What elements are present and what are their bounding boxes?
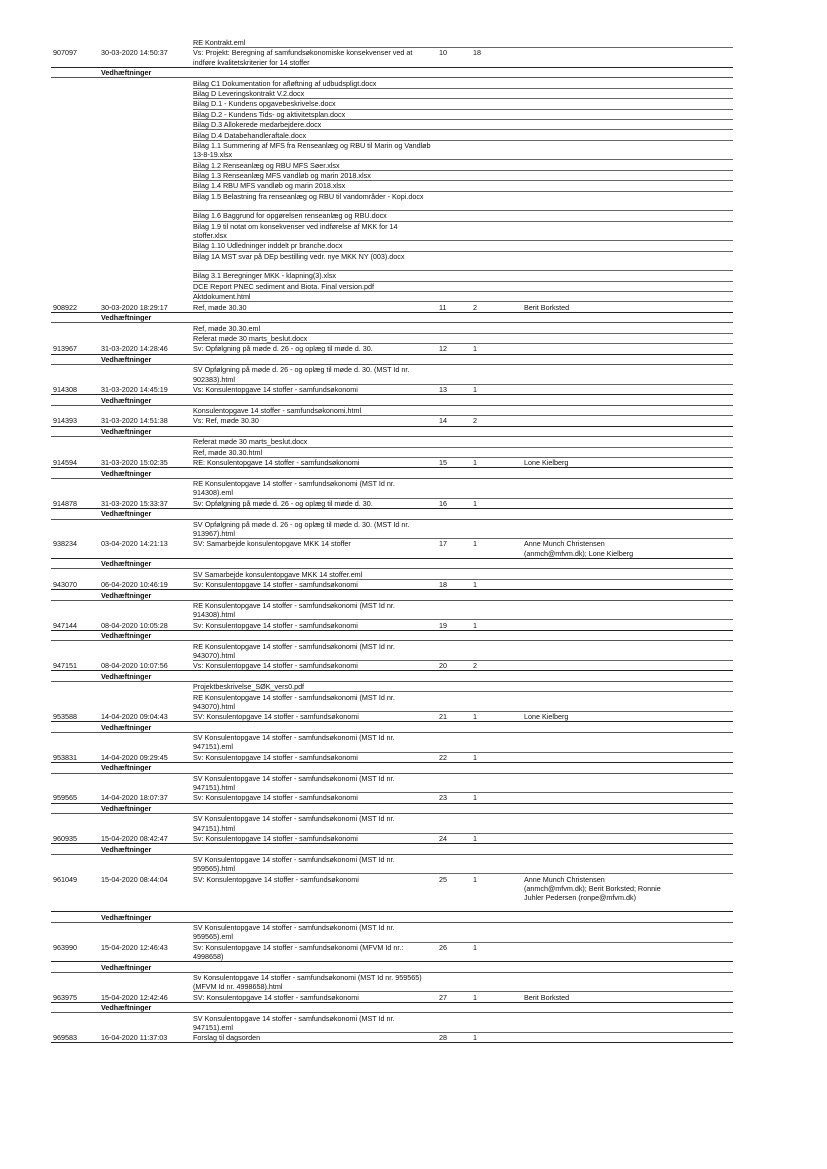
doc-number: 19 — [439, 620, 447, 630]
attachment-filename: SV Konsulentopgave 14 stoffer - samfundsøkonomi (MST Id nr. 947151).eml — [193, 733, 395, 752]
attachment-filename: Bilag 1.10 Udledninger inddelt pr branche.docx — [193, 241, 343, 251]
doc-count: 1 — [473, 385, 477, 394]
attachment-filename: RE Konsulentopgave 14 stoffer - samfundsøkonomi (MST Id nr. 914308).eml — [193, 479, 395, 498]
doc-date: 15-04-2020 08:42:47 — [101, 834, 168, 843]
doc-count: 1 — [473, 1033, 477, 1043]
attachments-label-row — [51, 913, 733, 923]
message-row — [51, 875, 733, 913]
attachment-row — [193, 693, 733, 712]
doc-number: 26 — [439, 942, 447, 952]
attachment-filename: Bilag 1.1 Summering af MFS fra Renseanlæg og RBU til Marin og Vandløb 13-8-19.xlsx — [193, 141, 431, 160]
doc-date: 14-04-2020 09:04:43 — [101, 712, 168, 722]
attachment-row — [193, 38, 733, 48]
doc-subject: Vs: Konsulentopgave 14 stoffer - samfundsøkonomi — [193, 661, 358, 671]
attachments-label-row — [51, 469, 733, 479]
attachment-filename: Projektbeskrivelse_SØK_vers0.pdf — [193, 682, 305, 692]
attachment-filename: SV Konsulentopgave 14 stoffer - samfundsøkonomi (MST Id nr. 947151).html — [193, 773, 395, 792]
doc-date: 31-03-2020 14:51:38 — [101, 416, 168, 426]
doc-date: 15-04-2020 12:46:43 — [101, 942, 168, 952]
doc-subject: Sv: Konsulentopgave 14 stoffer - samfundsøkonomi — [193, 580, 358, 589]
doc-date: 30-03-2020 18:29:17 — [101, 302, 168, 312]
attachment-filename: SV Konsulentopgave 14 stoffer - samfundsøkonomi (MST Id nr. 947151).eml — [193, 1013, 395, 1032]
attachment-filename: Bilag 1.3 Renseanlæg MFS vandløb og marin 2018.xlsx — [193, 171, 371, 180]
attachments-label: Vedhæftninger — [101, 804, 152, 813]
doc-count: 1 — [473, 344, 477, 354]
attachment-row — [193, 271, 733, 281]
message-row — [51, 621, 733, 631]
message-row — [51, 580, 733, 590]
doc-number: 10 — [439, 48, 447, 58]
attachment-filename: Bilag D.4 Databehandleraftale.docx — [193, 130, 307, 140]
doc-date: 31-03-2020 14:45:19 — [101, 385, 168, 394]
attachment-row — [193, 141, 733, 160]
attachment-filename: Bilag 1.9 til notat om konsekvenser ved indførelse af MKK for 14 stoffer.xlsx — [193, 221, 398, 240]
message-row — [51, 661, 733, 671]
attachment-row — [193, 1014, 733, 1033]
doc-id: 914308 — [53, 385, 77, 394]
attachment-filename: RE Kontrakt.eml — [193, 38, 246, 47]
doc-count: 18 — [473, 48, 481, 58]
doc-date: 03-04-2020 14:21:13 — [101, 539, 168, 549]
attachment-row — [193, 292, 733, 302]
attachment-row — [193, 131, 733, 141]
doc-number: 21 — [439, 712, 447, 722]
doc-number: 18 — [439, 580, 447, 589]
attachment-filename: Bilag 1A MST svar på DEp bestilling vedr. nye MKK NY (003).docx — [193, 251, 405, 261]
doc-subject: Sv: Konsulentopgave 14 stoffer - samfundsøkonomi — [193, 752, 358, 762]
attachments-label: Vedhæftninger — [101, 313, 152, 323]
attachment-filename: Ref, møde 30.30.html — [193, 447, 263, 457]
attachments-label: Vedhæftninger — [101, 468, 152, 478]
attachment-filename: SV Konsulentopgave 14 stoffer - samfundsøkonomi (MST Id nr. 959565).html — [193, 855, 395, 874]
attachment-filename: SV Opfølgning på møde d. 26 - og oplæg til møde d. 30. (MST Id nr. 902383).html — [193, 365, 410, 384]
attachment-filename: SV Konsulentopgave 14 stoffer - samfundsøkonomi (MST Id nr. 947151).html — [193, 814, 395, 833]
attachments-label-row — [51, 68, 733, 78]
doc-id: 943070 — [53, 580, 77, 589]
attachment-row — [193, 479, 733, 498]
message-row — [51, 834, 733, 844]
doc-id: 963990 — [53, 942, 77, 952]
doc-sender: Anne Munch Christensen (anmch@mfvm.dk); Lone Kielberg — [524, 539, 634, 558]
doc-count: 1 — [473, 942, 477, 952]
attachments-label: Vedhæftninger — [101, 590, 152, 600]
doc-id: 907097 — [53, 48, 77, 58]
attachment-row — [193, 241, 733, 251]
doc-sender: Anne Munch Christensen (anmch@mfvm.dk); Berit Borksted; Ronnie Juhler Pedersen (ronpe@mfvm.dk) — [524, 874, 661, 902]
attachments-label: Vedhæftninger — [101, 962, 152, 972]
attachment-row — [193, 520, 733, 539]
doc-date: 14-04-2020 09:29:45 — [101, 752, 168, 762]
message-row — [51, 943, 733, 962]
doc-id: 953588 — [53, 712, 77, 722]
doc-count: 1 — [473, 580, 477, 589]
attachments-label-row — [51, 963, 733, 973]
doc-date: 30-03-2020 14:50:37 — [101, 48, 168, 58]
doc-id: 960935 — [53, 834, 77, 843]
doc-subject: Sv: Konsulentopgave 14 stoffer - samfundsøkonomi (MFVM Id nr.: 4998658) — [193, 942, 404, 961]
doc-count: 2 — [473, 661, 477, 671]
attachments-label-row — [51, 1003, 733, 1013]
attachment-filename: RE Konsulentopgave 14 stoffer - samfundsøkonomi (MST Id nr. 914308).html — [193, 601, 395, 620]
message-row — [51, 385, 733, 395]
doc-date: 08-04-2020 10:05:28 — [101, 620, 168, 630]
attachments-label: Vedhæftninger — [101, 68, 152, 78]
message-row — [51, 1033, 733, 1043]
doc-subject: Vs: Konsulentopgave 14 stoffer - samfundsøkonomi — [193, 385, 358, 394]
message-row — [51, 753, 733, 763]
attachments-label-row — [51, 845, 733, 855]
attachments-label-row — [51, 723, 733, 733]
doc-count: 1 — [473, 834, 477, 843]
doc-number: 24 — [439, 834, 447, 843]
doc-number: 25 — [439, 874, 447, 884]
attachment-row — [193, 79, 733, 89]
doc-count: 1 — [473, 874, 477, 884]
attachment-filename: DCE Report PNEC sediment and Biota. Final version.pdf — [193, 281, 374, 291]
message-row — [51, 539, 733, 558]
attachment-row — [193, 365, 733, 384]
attachments-label-row — [51, 672, 733, 682]
attachment-filename: Konsulentopgave 14 stoffer - samfundsøkonomi.html — [193, 406, 362, 415]
attachment-row — [193, 211, 733, 221]
attachment-row — [193, 171, 733, 181]
attachments-label: Vedhæftninger — [101, 912, 152, 922]
doc-subject: RE: Konsulentopgave 14 stoffer - samfundsøkonomi — [193, 458, 360, 468]
doc-id: 959565 — [53, 793, 77, 803]
doc-number: 13 — [439, 385, 447, 394]
attachment-filename: SV Samarbejde konsulentopgave MKK 14 stoffer.eml — [193, 569, 363, 579]
doc-count: 2 — [473, 302, 477, 312]
attachments-label-row — [51, 804, 733, 814]
doc-subject: Sv: Opfølgning på møde d. 26 - og oplæg til møde d. 30. — [193, 344, 373, 354]
attachments-label-row — [51, 559, 733, 569]
attachment-row — [193, 252, 733, 271]
doc-subject: SV: Konsulentopgave 14 stoffer - samfundsøkonomi — [193, 874, 359, 884]
doc-number: 12 — [439, 344, 447, 354]
doc-sender: Lone Kielberg — [524, 458, 569, 468]
attachment-filename: Bilag D.2 - Kundens Tids- og aktivitetsplan.docx — [193, 109, 346, 119]
doc-number: 23 — [439, 793, 447, 803]
attachment-row — [193, 448, 733, 458]
attachments-label-row — [51, 355, 733, 365]
attachment-row — [193, 601, 733, 620]
attachments-label: Vedhæftninger — [101, 427, 152, 436]
attachment-filename: Bilag 1.4 RBU MFS vandløb og marin 2018.xlsx — [193, 181, 346, 191]
attachment-filename: Bilag D.3 Allokerede medarbejdere.docx — [193, 120, 322, 130]
attachments-label: Vedhæftninger — [101, 631, 152, 641]
attachments-label-row — [51, 427, 733, 437]
attachment-row — [193, 570, 733, 580]
attachments-label: Vedhæftninger — [101, 844, 152, 854]
message-row — [51, 458, 733, 468]
attachment-filename: Bilag 1.2 Renseanlæg og RBU MFS Søer.xlsx — [193, 160, 340, 170]
doc-id: 914878 — [53, 498, 77, 508]
doc-number: 14 — [439, 416, 447, 426]
doc-date: 14-04-2020 18:07:37 — [101, 793, 168, 803]
attachments-label: Vedhæftninger — [101, 355, 152, 364]
attachment-filename: RE Konsulentopgave 14 stoffer - samfundsøkonomi (MST Id nr. 943070).html — [193, 692, 395, 711]
doc-date: 06-04-2020 10:46:19 — [101, 580, 168, 589]
doc-subject: SV: Konsulentopgave 14 stoffer - samfundsøkonomi — [193, 992, 359, 1002]
message-row — [51, 303, 733, 313]
attachment-row — [193, 120, 733, 130]
attachment-row — [193, 99, 733, 109]
doc-id: 969583 — [53, 1033, 77, 1043]
doc-date: 31-03-2020 14:28:46 — [101, 344, 168, 354]
doc-count: 2 — [473, 416, 477, 426]
message-row — [51, 793, 733, 803]
doc-subject: Ref, møde 30.30 — [193, 302, 247, 312]
doc-number: 28 — [439, 1033, 447, 1043]
doc-count: 1 — [473, 992, 477, 1002]
message-row — [51, 416, 733, 426]
doc-number: 15 — [439, 458, 447, 468]
attachment-row — [193, 324, 733, 334]
attachment-row — [193, 437, 733, 447]
doc-count: 1 — [473, 712, 477, 722]
attachment-filename: SV Opfølgning på møde d. 26 - og oplæg til møde d. 30. (MST Id nr. 913967).html — [193, 519, 410, 538]
doc-id: 963975 — [53, 992, 77, 1002]
attachment-filename: Referat møde 30 marts_beslut.docx — [193, 334, 308, 343]
doc-number: 22 — [439, 752, 447, 762]
attachment-filename: Ref, møde 30.30.eml — [193, 323, 261, 333]
attachments-label: Vedhæftninger — [101, 671, 152, 681]
doc-number: 16 — [439, 498, 447, 508]
doc-subject: SV: Samarbejde konsulentopgave MKK 14 stoffer — [193, 539, 351, 549]
doc-number: 20 — [439, 661, 447, 671]
doc-number: 17 — [439, 539, 447, 549]
doc-id: 953831 — [53, 752, 77, 762]
doc-count: 1 — [473, 458, 477, 468]
attachment-row — [193, 192, 733, 211]
message-row — [51, 344, 733, 354]
doc-date: 16-04-2020 11:37:03 — [101, 1033, 168, 1043]
attachment-row — [193, 110, 733, 120]
attachment-row — [193, 89, 733, 99]
attachment-filename: SV Konsulentopgave 14 stoffer - samfundsøkonomi (MST Id nr. 959565).eml — [193, 923, 395, 942]
doc-date: 15-04-2020 08:44:04 — [101, 874, 168, 884]
attachments-label-row — [51, 396, 733, 406]
doc-subject: Vs: Projekt: Beregning af samfundsøkonomiske konsekvenser ved at indføre kvalitetskriterier for 14 stoffer — [193, 48, 413, 67]
doc-id: 914594 — [53, 458, 77, 468]
attachment-filename: Bilag 3.1 Beregninger MKK - klapning(3).xlsx — [193, 271, 337, 281]
attachment-filename: Aktdokument.html — [193, 292, 251, 302]
attachment-row — [193, 733, 733, 752]
attachment-row — [193, 642, 733, 661]
attachment-row — [193, 774, 733, 793]
attachment-filename: Bilag 1.6 Baggrund for opgørelsen renseanlæg og RBU.docx — [193, 211, 387, 221]
doc-number: 11 — [439, 302, 447, 312]
attachments-label-row — [51, 631, 733, 641]
attachments-label-row — [51, 591, 733, 601]
attachment-row — [193, 334, 733, 344]
attachment-row — [193, 161, 733, 171]
doc-count: 1 — [473, 539, 477, 549]
message-row — [51, 993, 733, 1003]
doc-id: 947151 — [53, 661, 77, 671]
attachment-filename: RE Konsulentopgave 14 stoffer - samfundsøkonomi (MST Id nr. 943070).html — [193, 641, 395, 660]
doc-subject: Sv: Konsulentopgave 14 stoffer - samfundsøkonomi — [193, 620, 358, 630]
attachment-row — [193, 855, 733, 874]
attachment-row — [193, 222, 733, 241]
doc-id: 938234 — [53, 539, 77, 549]
message-row — [51, 499, 733, 509]
attachment-filename: Bilag 1.5 Belastning fra renseanlæg og RBU til vandområder - Kopi.docx — [193, 191, 424, 201]
attachments-label-row — [51, 763, 733, 773]
doc-date: 31-03-2020 15:33:37 — [101, 498, 168, 508]
doc-id: 913967 — [53, 344, 77, 354]
doc-sender: Berit Borksted — [524, 302, 570, 312]
attachment-row — [193, 282, 733, 292]
attachment-row — [193, 181, 733, 191]
attachments-label: Vedhæftninger — [101, 395, 152, 405]
message-row — [51, 712, 733, 722]
message-row — [51, 48, 733, 67]
attachments-label: Vedhæftninger — [101, 763, 152, 773]
attachment-row — [193, 814, 733, 833]
attachment-filename: Bilag D.1 - Kundens opgavebeskrivelse.docx — [193, 99, 336, 109]
doc-id: 947144 — [53, 620, 77, 630]
doc-date: 31-03-2020 15:02:35 — [101, 458, 168, 468]
attachment-row — [193, 923, 733, 942]
doc-subject: Sv: Opfølgning på møde d. 26 - og oplæg til møde d. 30. — [193, 498, 373, 508]
doc-date: 08-04-2020 10:07:56 — [101, 661, 168, 671]
doc-count: 1 — [473, 752, 477, 762]
doc-subject: Sv: Konsulentopgave 14 stoffer - samfundsøkonomi — [193, 793, 358, 803]
doc-sender: Berit Borksted — [524, 992, 570, 1002]
doc-id: 908922 — [53, 302, 77, 312]
attachment-filename: Bilag D Leveringskontrakt V.2.docx — [193, 89, 305, 98]
attachments-label: Vedhæftninger — [101, 1003, 152, 1013]
attachments-label: Vedhæftninger — [101, 509, 152, 519]
attachment-filename: Referat møde 30 marts_beslut.docx — [193, 437, 308, 447]
doc-id: 961049 — [53, 874, 77, 884]
attachment-filename: Bilag C1 Dokumentation for afløftning af udbudspligt.docx — [193, 78, 377, 88]
attachment-row — [193, 682, 733, 692]
attachment-row — [193, 406, 733, 416]
attachments-label-row — [51, 509, 733, 519]
doc-date: 15-04-2020 12:42:46 — [101, 992, 168, 1002]
attachments-label-row — [51, 313, 733, 323]
attachments-label: Vedhæftninger — [101, 722, 152, 732]
doc-number: 27 — [439, 992, 447, 1002]
doc-subject: SV: Konsulentopgave 14 stoffer - samfundsøkonomi — [193, 712, 359, 722]
attachment-row — [193, 973, 733, 992]
doc-count: 1 — [473, 793, 477, 803]
attachments-label: Vedhæftninger — [101, 559, 152, 569]
attachment-filename: Sv Konsulentopgave 14 stoffer - samfundsøkonomi (MST Id nr. 959565) (MFVM Id nr. 4998658).html — [193, 973, 422, 992]
doc-subject: Sv: Konsulentopgave 14 stoffer - samfundsøkonomi — [193, 834, 358, 843]
doc-count: 1 — [473, 620, 477, 630]
doc-sender: Lone Kielberg — [524, 712, 569, 722]
doc-subject: Forslag til dagsorden — [193, 1033, 261, 1043]
doc-count: 1 — [473, 498, 477, 508]
doc-subject: Vs: Ref, møde 30.30 — [193, 416, 259, 426]
doc-id: 914393 — [53, 416, 77, 426]
